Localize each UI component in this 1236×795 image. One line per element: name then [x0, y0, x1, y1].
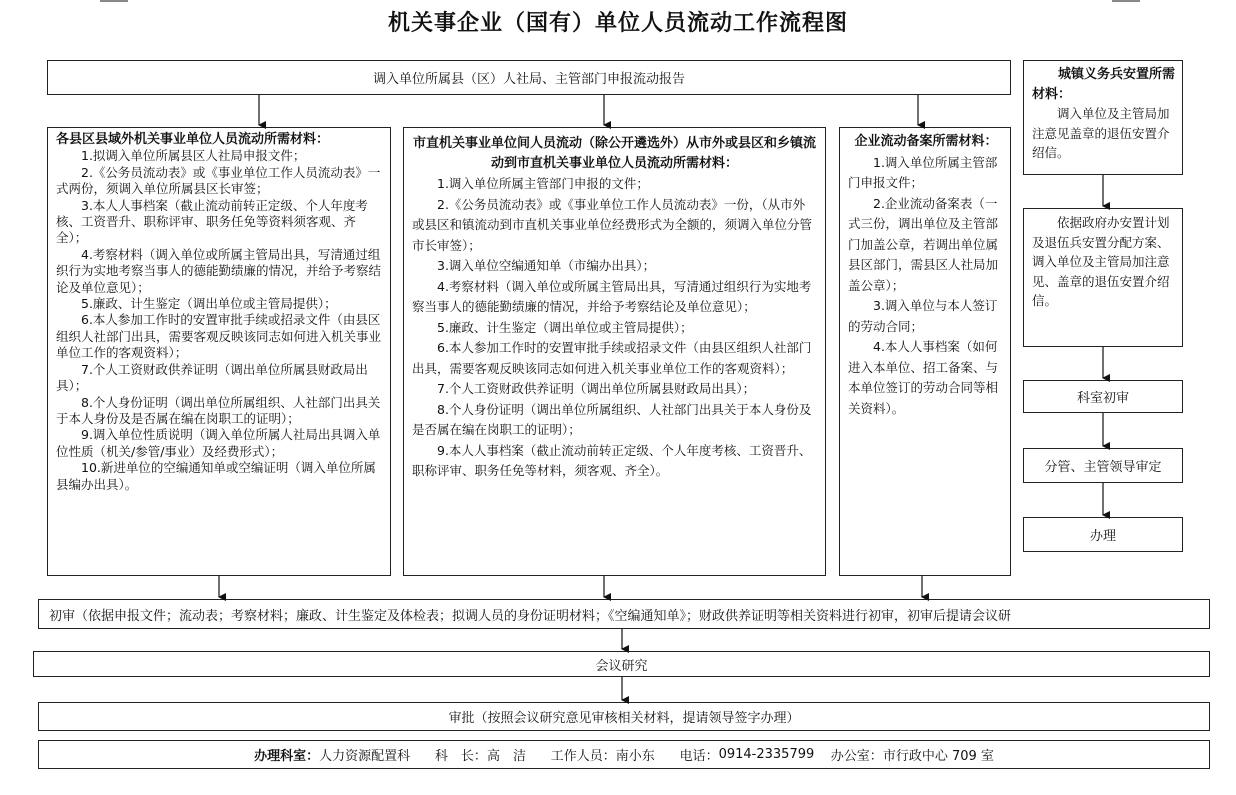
- veteran-placement-text: 依据政府办安置计划及退伍兵安置分配方案、调入单位及主管局加注意见、盖章的退伍安置介绍信。: [1032, 215, 1170, 308]
- spacer: [526, 747, 551, 762]
- spacer: [410, 747, 435, 762]
- city-materials-box: [403, 127, 826, 576]
- enterprise-material-item: 3.调入单位与本人签订的劳动合同；: [848, 298, 998, 334]
- leader-approval-box: [1023, 448, 1183, 483]
- report-box: [47, 60, 1011, 95]
- spacer: [655, 747, 680, 762]
- top-edge-mark-left: [100, 0, 128, 2]
- report-box-text: 调入单位所属县（区）人社局、主管部门申报流动报告: [372, 72, 685, 87]
- chief-label: 科 长：: [434, 749, 487, 764]
- dept-value: 人力资源配置科: [319, 749, 411, 764]
- county-material-item: 5.廉政、计生鉴定（调出单位或主管局提供）；: [81, 296, 337, 312]
- approval-box: [38, 702, 1210, 731]
- page-title: 机关事企业（国有）单位人员流动工作流程图: [387, 10, 848, 36]
- county-material-item: 7.个人工资财政供养证明（调出单位所属县财政局出具）；: [56, 361, 368, 394]
- county-materials-heading: 各县区县域外机关事业单位人员流动所需材料：: [56, 132, 330, 147]
- contact-footer: [38, 740, 1210, 769]
- county-material-item: 4.考察材料（调入单位或所属主管局出具，写清通过组织行为实地考察当事人的德能勤绩廉的情况，并给予考察结论及单位意见）；: [56, 246, 382, 295]
- handling-box: [1023, 517, 1183, 552]
- enterprise-material-item: 1.调入单位所属主管部门申报文件；: [848, 154, 998, 190]
- chief-value: 高 洁: [486, 749, 526, 764]
- county-material-item: 1.拟调入单位所属县区人社局申报文件；: [81, 148, 306, 164]
- county-materials-box: [47, 127, 391, 576]
- dept-label: 办理科室：: [254, 749, 320, 764]
- county-material-item: 9.调入单位性质说明（调入单位所属人社局出具调入单位性质（机关/参管/事业）及经费形式）；: [56, 427, 381, 459]
- city-material-item: 4.考察材料（调入单位或所属主管局出具，写清通过组织行为实地考察当事人的德能勤绩廉的情况，并给予考察结论及单位意见）；: [412, 278, 812, 314]
- city-material-item: 8.个人身份证明（调出单位所属组织、人社部门出具关于本人身份及是否属在编在岗职工的证明）；: [412, 401, 812, 437]
- county-material-item: 8.个人身份证明（调出单位所属组织、人社部门出具关于本人身份及是否属在编在岗职工的证明）；: [56, 394, 381, 426]
- staff-value: 南小东: [615, 749, 655, 764]
- county-material-item: 3.本人人事档案（截止流动前转正定级、个人年度考核、工资晋升、职称评审、职务任免等资料须客观、齐全）；: [56, 197, 368, 246]
- city-material-item: 6.本人参加工作时的安置审批手续或招录文件（由县区组织人社部门出具，需要客观反映该同志如何进入机关事业单位工作的客观资料）；: [412, 340, 812, 376]
- county-material-item: 10.新进单位的空编通知单或空编证明（调入单位所属县编办出具）。: [56, 460, 376, 492]
- section-review-box: [1023, 380, 1183, 413]
- top-edge-mark-right: [1112, 0, 1140, 2]
- city-material-item: 5.廉政、计生鉴定（调出单位或主管局提供）；: [437, 319, 693, 335]
- staff-label: 工作人员：: [550, 749, 616, 764]
- section-review-text: 科室初审: [1076, 391, 1129, 406]
- city-material-item: 3.调入单位空编通知单（市编办出具）；: [437, 258, 656, 273]
- handling-text: 办理: [1089, 529, 1116, 544]
- meeting-text: 会议研究: [595, 658, 648, 674]
- city-material-item: 2.《公务员流动表》或《事业单位工作人员流动表》一份，（从市外或县区和镇流动到市直机关事业单位经费形式为全额的，须调入单位分管市长审签）；: [412, 196, 813, 253]
- veteran-materials-heading: 城镇义务兵安置所需材料：: [1032, 67, 1176, 102]
- leader-approval-text: 分管、主管领导审定: [1044, 460, 1162, 475]
- meeting-box: [33, 651, 1210, 677]
- veteran-placement-box: [1023, 208, 1183, 347]
- city-material-item: 9.本人人事档案（截止流动前转正定级、个人年度考核、工资晋升、职称评审、职务任免等材料，须客观、齐全）。: [412, 442, 812, 478]
- city-materials-heading: 市直机关事业单位间人员流动（除公开遴选外）从市外或县区和乡镇流动到市直机关事业单位人员流动所需材料：: [412, 136, 816, 171]
- enterprise-materials-box: [839, 127, 1011, 576]
- county-material-item: 2.《公务员流动表》或《事业单位工作人员流动表》一式两份，须调入单位所属县区长审签；: [56, 164, 381, 197]
- city-material-item: 7.个人工资财政供养证明（调出单位所属县财政局出具）；: [437, 381, 756, 396]
- enterprise-material-item: 2.企业流动备案表（一式三份，调出单位及主管部门加盖公章，若调出单位属县区部门，需县区人社局加盖公章）；: [848, 195, 999, 293]
- office-label: 办公室：: [830, 749, 883, 764]
- city-material-item: 1.调入单位所属主管部门申报的文件；: [437, 176, 649, 191]
- phone-label: 电话：: [679, 749, 719, 764]
- phone-value: 0914-2335799: [718, 747, 815, 762]
- initial-review-box: [38, 599, 1210, 629]
- enterprise-material-item: 4.本人人事档案（如何进入本单位、招工备案、与本单位签订的劳动合同等相关资料）。: [848, 339, 999, 416]
- office-value: 市行政中心 709 室: [882, 749, 994, 764]
- veteran-materials-text: 调入单位及主管局加注意见盖章的退伍安置介绍信。: [1032, 106, 1170, 160]
- county-material-item: 6.本人参加工作时的安置审批手续或招录文件（由县区组织人社部门出具，需要客观反映该同志如何进入机关事业单位工作的客观资料）；: [56, 312, 382, 361]
- veteran-materials-box: [1023, 60, 1183, 175]
- spacer: [814, 747, 831, 762]
- approval-text: 审批（按照会议研究意见审核相关材料，提请领导签字办理）: [448, 711, 800, 726]
- initial-review-text: 初审（依据申报文件；流动表；考察材料；廉政、计生鉴定及体检表；拟调人员的身份证明材料；《空编通知单》；财政供养证明等相关资料进行初审，初审后提请会议研: [49, 608, 1012, 624]
- enterprise-materials-heading: 企业流动备案所需材料：: [854, 134, 998, 149]
